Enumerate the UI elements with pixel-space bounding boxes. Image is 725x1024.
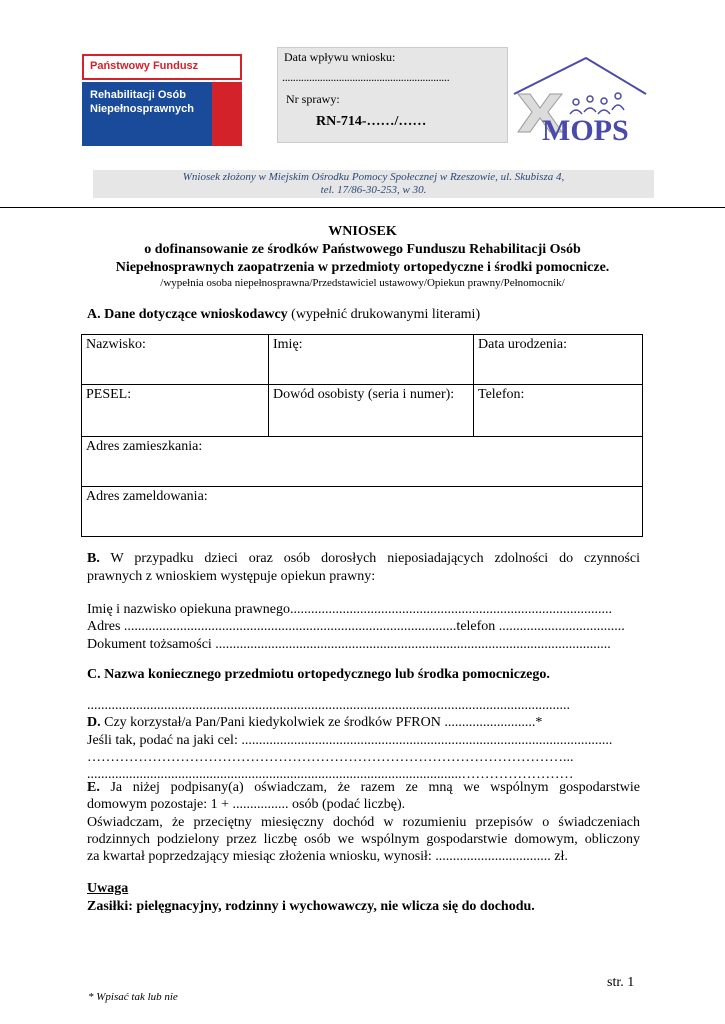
registered-address-field[interactable]: Adres zameldowania: [82, 487, 643, 537]
phone-field[interactable]: Telefon: [474, 385, 643, 437]
section-c-heading: C. Nazwa koniecznego przedmiotu ortopedycznego lub środka pomocniczego. [87, 667, 550, 682]
submission-note-line-2: tel. 17/86-30-253, w 30. [320, 184, 427, 196]
section-e-letter: E. [87, 780, 100, 795]
intake-date-dots: .............................................................. [282, 70, 450, 84]
submission-note-line-1: Wniosek złożony w Miejskim Ośrodku Pomocy Społecznej w Rzeszowie, ul. Skubisza 4, [182, 171, 565, 183]
form-subtitle: /wypełnia osoba niepełnosprawna/Przedstawiciel ustawowy/Opiekun prawny/Pełnomocnik/ [160, 277, 565, 289]
logo-line-2: Rehabilitacji Osób [90, 89, 186, 101]
pfron-question[interactable] [87, 715, 640, 731]
section-b-text-1-body: W przypadku dzieci oraz osób dorosłych nieposiadających zdolności do czynności [99, 551, 640, 566]
section-a-heading-note: (wypełnić drukowanymi literami) [287, 307, 481, 322]
case-number: RN-714-……/…… [316, 114, 427, 129]
pfron-purpose-line[interactable]: Jeśli tak, podać na jaki cel: .......................................................................................................... [87, 733, 613, 748]
logo-red-bar [212, 82, 242, 146]
section-e-line-1 [87, 780, 640, 796]
note-text: Zasiłki: pielęgnacyjny, rodzinny i wychowawczy, nie wlicza się do dochodu. [87, 899, 535, 914]
section-e-line-4: rodzinnych podzielony przez liczbę osób we wspólnym gospodarstwie domowym, obliczony [87, 832, 640, 847]
submission-note [93, 170, 654, 198]
section-e-line-3: Oświadczam, że przeciętny miesięczny dochód w rozumieniu przepisów o świadczeniach [87, 815, 640, 830]
section-e-line-1-body: Ja niżej podpisany(a) oświadczam, że razem ze mną we wspólnym gospodarstwie [99, 780, 640, 795]
residence-address-field[interactable]: Adres zamieszkania: [82, 437, 643, 487]
pfron-question-text: Czy korzystał/a Pan/Pani kiedykolwiek ze środków PFRON ..........................* [100, 715, 543, 730]
page-number: str. 1 [607, 975, 635, 990]
section-b-text-1 [87, 551, 640, 567]
section-a-heading-bold: A. Dane dotyczące wnioskodawcy [87, 307, 288, 322]
form-title-line-3: Niepełnosprawnych zaopatrzenia w przedmioty ortopedyczne i środki pomocnicze. [115, 260, 610, 275]
mops-text: MOPS [542, 114, 629, 146]
surname-field[interactable]: Nazwisko: [82, 335, 269, 385]
logo-blue-block [82, 82, 242, 146]
birth-date-field[interactable]: Data urodzenia: [474, 335, 643, 385]
pfron-purpose-line-3[interactable]: ...........................................................................................................…………………… [87, 767, 574, 782]
note-heading: Uwaga [87, 881, 129, 896]
logo-line-1: Państwowy Fundusz [82, 54, 242, 80]
section-d-letter: D. [87, 715, 101, 730]
pesel-field[interactable]: PESEL: [82, 385, 269, 437]
section-a-heading [87, 307, 640, 323]
intake-box [277, 47, 508, 143]
income-line[interactable]: za kwartał poprzedzający miesiąc złożenia wniosku, wynosił: ................................. zł. [87, 849, 568, 864]
guardian-address-line[interactable]: Adres ...............................................................................................telefon .................................... [87, 619, 625, 634]
guardian-name-line[interactable]: Imię i nazwisko opiekuna prawnego............................................................................................ [87, 602, 612, 617]
form-title: WNIOSEK [328, 224, 397, 239]
household-count-line[interactable]: domowym pozostaje: 1 + ................ osób (podać liczbę). [87, 797, 406, 812]
header-divider [0, 207, 725, 208]
pfron-logo [82, 54, 242, 146]
aid-name-line[interactable]: .......................................................................................................................................... [87, 698, 570, 713]
applicant-table [81, 334, 643, 537]
intake-date-label: Data wpływu wniosku: [284, 50, 396, 64]
case-number-label: Nr sprawy: [286, 92, 340, 106]
section-b-text-2: prawnych z wnioskiem występuje opiekun prawny: [87, 569, 376, 584]
first-name-field[interactable]: Imię: [269, 335, 474, 385]
mops-logo [512, 54, 647, 146]
footnote: * Wpisać tak lub nie [88, 991, 178, 1003]
section-b-letter: B. [87, 551, 100, 566]
form-title-line-2: o dofinansowanie ze środków Państwowego Funduszu Rehabilitacji Osób [144, 242, 581, 257]
pfron-purpose-line-2[interactable]: …………………………………………………………………………………………... [87, 750, 574, 765]
logo-line-3: Niepełnosprawnych [90, 103, 194, 115]
id-document-field[interactable]: Dowód osobisty (seria i numer): [269, 385, 474, 437]
guardian-document-line[interactable]: Dokument tożsamości ................................................................................................................. [87, 637, 611, 652]
